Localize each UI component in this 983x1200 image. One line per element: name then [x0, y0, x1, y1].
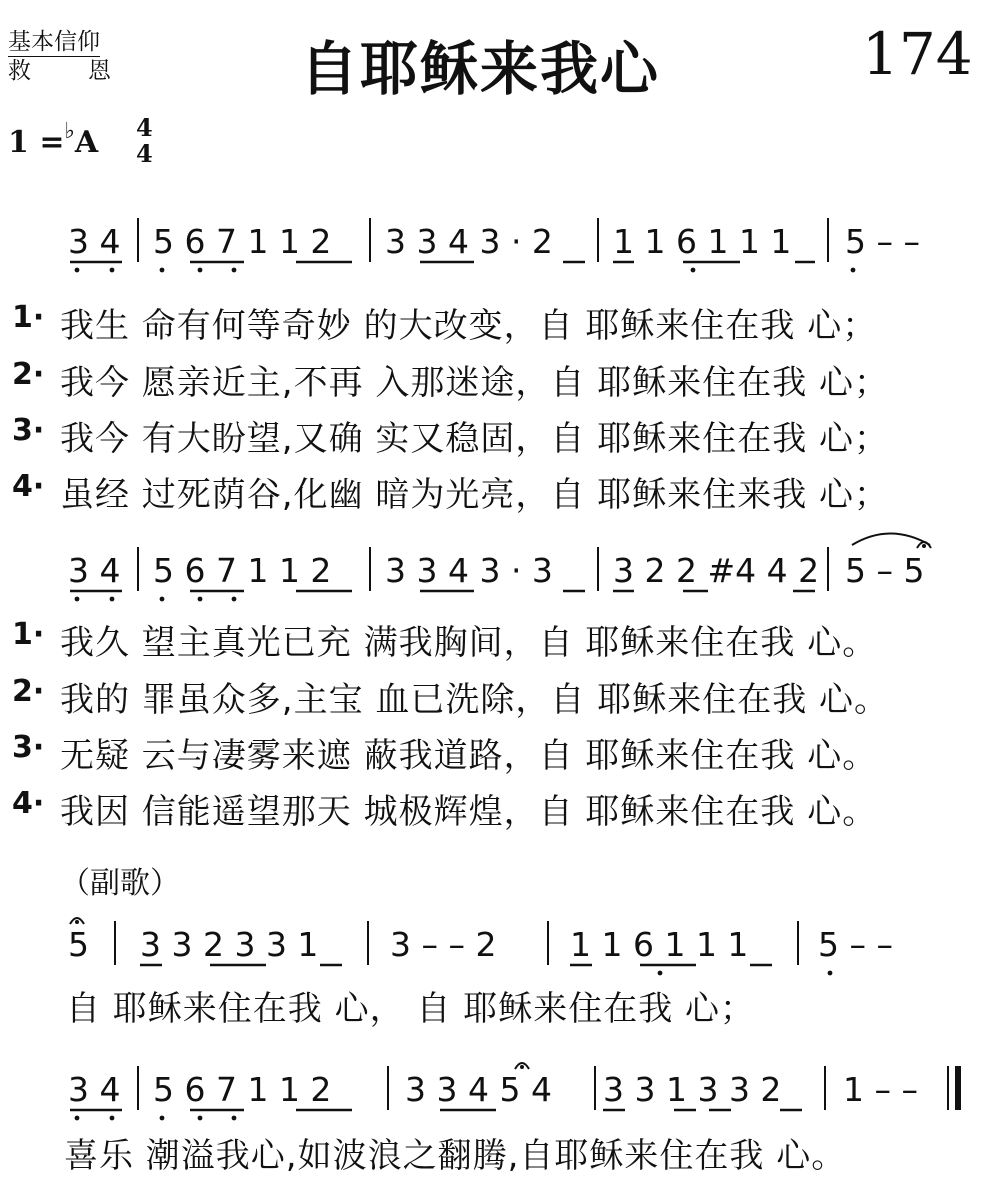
c1-measure-3: 3 – – 2 — [390, 925, 497, 964]
c1-measure-1: 5 — [68, 925, 89, 964]
c2-measure-2: 5 6 7 1 1 2 — [153, 1070, 332, 1109]
fermata-dot — [922, 544, 926, 548]
s1-measure-2: 5 6 7 1 1 2 — [153, 222, 332, 261]
octave-dot — [691, 268, 696, 273]
s1-measure-5: 5 – – — [845, 222, 920, 261]
octave-dot — [110, 597, 115, 602]
octave-dot — [110, 268, 115, 273]
s1-verse-number: 2· — [12, 357, 45, 392]
s2-verse-number: 2· — [12, 674, 45, 709]
octave-dot — [198, 1116, 203, 1121]
octave-dot — [160, 1116, 165, 1121]
fermata-dot — [520, 1065, 524, 1069]
c1-measure-5: 5 – – — [818, 925, 893, 964]
final-barline-thick — [955, 1066, 961, 1110]
octave-dot — [198, 268, 203, 273]
octave-dot — [828, 971, 833, 976]
octave-dot — [658, 971, 663, 976]
time-signature-bottom: 4 — [136, 139, 153, 168]
octave-dot — [110, 1116, 115, 1121]
s1-verse-number: 1· — [12, 300, 45, 335]
c1-measure-2: 3 3 2 3 3 1 — [140, 925, 319, 964]
category-primary: 基本信仰 — [8, 29, 100, 55]
s2-measure-4: 3 2 2 #4 4 2 — [613, 551, 820, 590]
s1-verse-lyric: 我今 有大盼望,又确 实又稳固，自 耶稣来住在我 心； — [60, 419, 890, 459]
s2-verse-lyric: 我久 望主真光已充 满我胸间，自 耶稣来住在我 心。 — [60, 623, 878, 663]
time-signature-top: 4 — [136, 113, 153, 142]
chorus-lyric-2: 喜乐 潮溢我心,如波浪之翻腾,自耶稣来住在我 心。 — [64, 1136, 847, 1176]
s1-verse-lyric: 我生 命有何等奇妙 的大改变，自 耶稣来住在我 心； — [60, 306, 878, 346]
s1-verse-lyric: 虽经 过死荫谷,化幽 暗为光亮，自 耶稣来住来我 心； — [60, 475, 890, 515]
octave-dot — [232, 597, 237, 602]
category-secondary-b: 恩 — [88, 58, 111, 84]
s1-verse-number: 4· — [12, 469, 45, 504]
s1-verse-number: 3· — [12, 413, 45, 448]
hymn-number: 174 — [862, 20, 973, 88]
s2-measure-2: 5 6 7 1 1 2 — [153, 551, 332, 590]
hymn-title: 自耶稣来我心 — [300, 35, 661, 103]
octave-dot — [160, 597, 165, 602]
octave-dot — [851, 268, 856, 273]
octave-dot — [232, 1116, 237, 1121]
chorus-label: （副歌） — [60, 866, 180, 901]
s2-measure-3: 3 3 4 3 · 3 — [385, 551, 553, 590]
fermata-dot — [75, 920, 79, 924]
c1-measure-4: 1 1 6 1 1 1 — [570, 925, 749, 964]
s1-measure-1: 3 4 — [68, 222, 121, 261]
slur — [852, 534, 930, 546]
c2-measure-3: 3 3 4 5 4 — [405, 1070, 552, 1109]
s2-verse-lyric: 无疑 云与凄雾来遮 蔽我道路，自 耶稣来住在我 心。 — [60, 736, 878, 776]
octave-dot — [75, 268, 80, 273]
key-letter: A — [74, 125, 99, 160]
s2-verse-number: 3· — [12, 730, 45, 765]
category-secondary-a: 救 — [8, 58, 31, 84]
octave-dot — [232, 268, 237, 273]
c2-measure-4: 3 3 1 3 3 2 — [603, 1070, 782, 1109]
s1-measure-4: 1 1 6 1 1 1 — [613, 222, 792, 261]
c2-measure-1: 3 4 — [68, 1070, 121, 1109]
s2-measure-5: 5 – 5 — [845, 551, 925, 590]
c2-measure-5: 1 – – — [843, 1070, 918, 1109]
s1-verse-lyric: 我今 愿亲近主,不再 入那迷途，自 耶稣来住在我 心； — [60, 363, 890, 403]
s1-measure-3: 3 3 4 3 · 2 — [385, 222, 553, 261]
flat-sign: ♭ — [64, 118, 75, 144]
s2-measure-1: 3 4 — [68, 551, 121, 590]
chorus-lyric-1: 自 耶稣来住在我 心， 自 耶稣来住在我 心； — [66, 989, 756, 1029]
s2-verse-lyric: 我的 罪虽众多,主宝 血已洗除，自 耶稣来住在我 心。 — [60, 680, 890, 720]
s2-verse-number: 4· — [12, 786, 45, 821]
octave-dot — [160, 268, 165, 273]
s2-verse-number: 1· — [12, 617, 45, 652]
octave-dot — [75, 1116, 80, 1121]
octave-dot — [75, 597, 80, 602]
octave-dot — [198, 597, 203, 602]
key-prefix: 1 = — [8, 125, 65, 160]
s2-verse-lyric: 我因 信能遥望那天 城极辉煌，自 耶稣来住在我 心。 — [60, 792, 878, 832]
